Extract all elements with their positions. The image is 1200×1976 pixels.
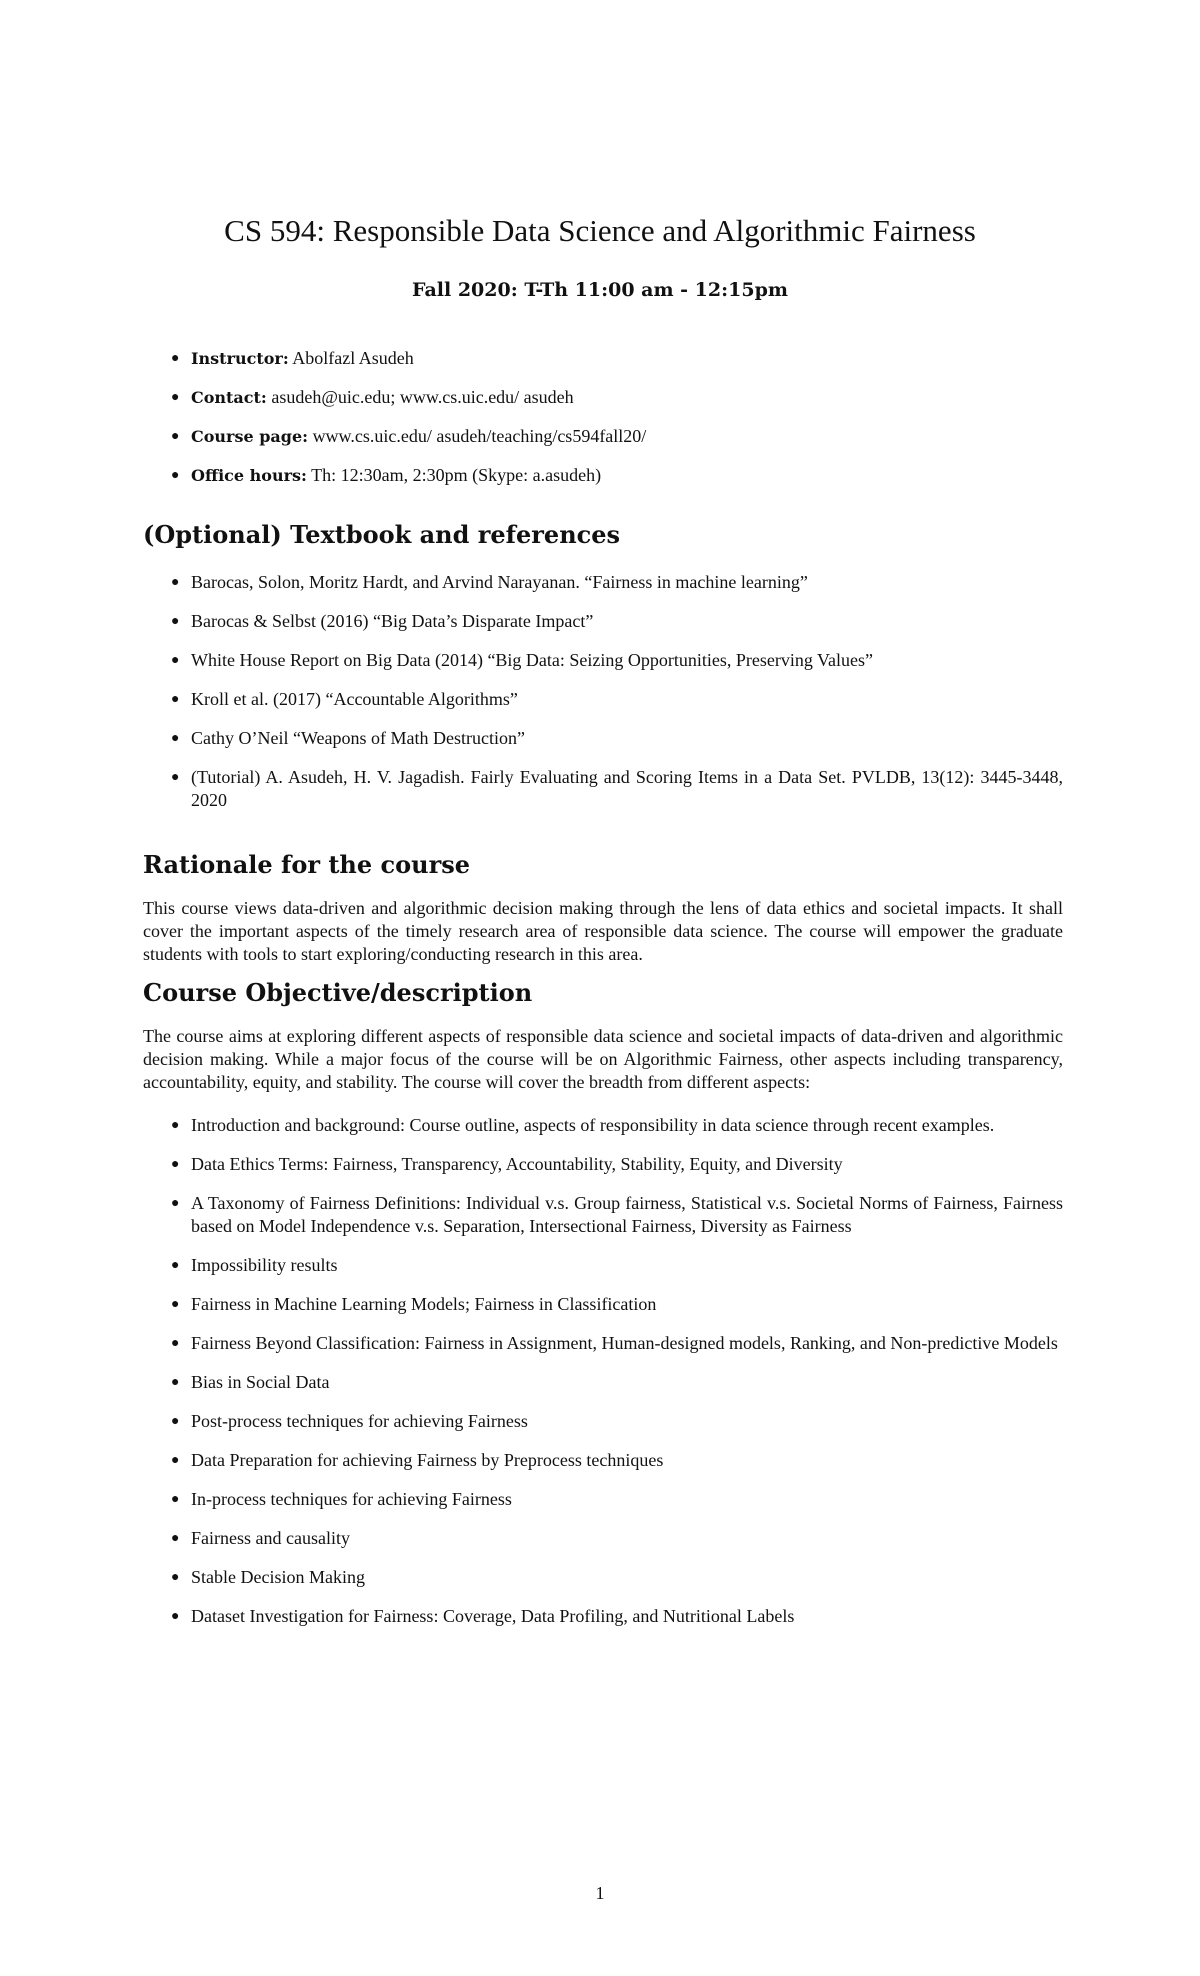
list-item xyxy=(143,649,1063,672)
info-value: asudeh@uic.edu; www.cs.uic.edu/ asudeh xyxy=(271,387,574,407)
info-contact xyxy=(143,386,1063,409)
bullet-icon: ● xyxy=(171,1375,180,1390)
info-course-page xyxy=(143,425,1063,448)
textbook-section xyxy=(143,520,1063,812)
list-item xyxy=(143,1153,1063,1176)
info-instructor xyxy=(143,347,1063,370)
list-item-text: Data Ethics Terms: Fairness, Transparency, Accountability, Stability, Equity, and Diversity xyxy=(191,1154,843,1174)
list-item xyxy=(143,766,1063,812)
bullet-icon: ● xyxy=(171,1453,180,1468)
course-info xyxy=(143,347,1063,487)
list-item xyxy=(143,1293,1063,1316)
page-number: 1 xyxy=(595,1883,605,1903)
list-item-text: In-process techniques for achieving Fairness xyxy=(191,1489,512,1509)
objective-section xyxy=(143,978,1063,1628)
list-item-text: Fairness Beyond Classification: Fairness in Assignment, Human-designed models, Ranking, and Non-predictive Models xyxy=(191,1333,1058,1353)
list-item-text: Dataset Investigation for Fairness: Coverage, Data Profiling, and Nutritional Labels xyxy=(191,1606,795,1626)
list-item xyxy=(143,1192,1063,1238)
info-value: www.cs.uic.edu/ asudeh/teaching/cs594fall20/ xyxy=(312,426,647,446)
list-item-text: Barocas & Selbst (2016) “Big Data’s Disparate Impact” xyxy=(191,611,594,631)
bullet-icon: ● xyxy=(171,1297,180,1312)
bullet-icon: ● xyxy=(171,1258,180,1273)
list-item-text: Stable Decision Making xyxy=(191,1567,365,1587)
bullet-icon: ● xyxy=(171,692,180,707)
list-item xyxy=(143,1605,1063,1628)
course-title: CS 594: Responsible Data Science and Algorithmic Fairness xyxy=(224,213,976,248)
section-heading: Rationale for the course xyxy=(143,850,470,879)
list-item xyxy=(143,1114,1063,1137)
bullet-icon: ● xyxy=(171,1531,180,1546)
list-item xyxy=(143,1527,1063,1550)
bullet-icon: ● xyxy=(171,1118,180,1133)
bullet-icon: ● xyxy=(171,1336,180,1351)
list-item-text: Introduction and background: Course outline, aspects of responsibility in data science through recent examples. xyxy=(191,1115,995,1135)
rationale-text: This course views data-driven and algorithmic decision making through the lens of data ethics and societal impacts. It shall cover the important aspects of the timely research area of responsible data science. The course will empower the graduate students with tools to start exploring/conducting research in this area. xyxy=(143,898,1063,964)
bullet-icon: ● xyxy=(171,429,180,444)
list-item-text: Impossibility results xyxy=(191,1255,338,1275)
bullet-icon: ● xyxy=(171,1196,180,1211)
list-item xyxy=(143,610,1063,633)
list-item xyxy=(143,571,1063,594)
list-item-text: A Taxonomy of Fairness Definitions: Individual v.s. Group fairness, Statistical v.s. Societal Norms of Fairness, Fairness based on Model Independence v.s. Separation, Intersectional Fairness, Diversity as Fairness xyxy=(191,1193,1063,1236)
info-value: Th: 12:30am, 2:30pm (Skype: a.asudeh) xyxy=(311,465,602,485)
bullet-icon: ● xyxy=(171,1570,180,1585)
list-item-text: Post-process techniques for achieving Fairness xyxy=(191,1411,528,1431)
bullet-icon: ● xyxy=(171,770,180,785)
list-item-text: Cathy O’Neil “Weapons of Math Destruction” xyxy=(191,728,525,748)
info-label: Contact: xyxy=(191,388,267,407)
section-heading: (Optional) Textbook and references xyxy=(143,520,621,549)
list-item xyxy=(143,1488,1063,1511)
list-item xyxy=(143,727,1063,750)
info-office-hours xyxy=(143,464,1063,487)
list-item xyxy=(143,1332,1063,1355)
list-item xyxy=(143,1410,1063,1433)
list-item-text: Data Preparation for achieving Fairness by Preprocess techniques xyxy=(191,1450,664,1470)
bullet-icon: ● xyxy=(171,614,180,629)
list-item-text: Fairness and causality xyxy=(191,1528,350,1548)
list-item-text: Barocas, Solon, Moritz Hardt, and Arvind Narayanan. “Fairness in machine learning” xyxy=(191,572,808,592)
course-schedule: Fall 2020: T-Th 11:00 am - 12:15pm xyxy=(412,279,788,301)
list-item xyxy=(143,1254,1063,1277)
rationale-section xyxy=(143,850,1063,966)
list-item-text: Bias in Social Data xyxy=(191,1372,330,1392)
list-item-text: Kroll et al. (2017) “Accountable Algorithms” xyxy=(191,689,518,709)
list-item xyxy=(143,1566,1063,1589)
bullet-icon: ● xyxy=(171,390,180,405)
info-label: Office hours: xyxy=(191,466,307,485)
section-heading: Course Objective/description xyxy=(143,978,533,1007)
bullet-icon: ● xyxy=(171,1609,180,1624)
list-item xyxy=(143,1449,1063,1472)
bullet-icon: ● xyxy=(171,575,180,590)
info-value: Abolfazl Asudeh xyxy=(292,348,414,368)
info-label: Instructor: xyxy=(191,349,289,368)
bullet-icon: ● xyxy=(171,731,180,746)
bullet-icon: ● xyxy=(171,1414,180,1429)
list-item xyxy=(143,1371,1063,1394)
list-item xyxy=(143,688,1063,711)
info-label: Course page: xyxy=(191,427,309,446)
bullet-icon: ● xyxy=(171,351,180,366)
list-item-text: (Tutorial) A. Asudeh, H. V. Jagadish. Fairly Evaluating and Scoring Items in a Data Set. PVLDB, 13(12): 3445-3448, 2020 xyxy=(191,767,1063,810)
bullet-icon: ● xyxy=(171,1157,180,1172)
bullet-icon: ● xyxy=(171,653,180,668)
bullet-icon: ● xyxy=(171,1492,180,1507)
list-item-text: Fairness in Machine Learning Models; Fairness in Classification xyxy=(191,1294,657,1314)
list-item-text: White House Report on Big Data (2014) “Big Data: Seizing Opportunities, Preserving Values” xyxy=(191,650,874,670)
objective-text: The course aims at exploring different aspects of responsible data science and societal impacts of data-driven and algorithmic decision making. While a major focus of the course will be on Algorithmic Fairness, other aspects including transparency, accountability, equity, and stability. The course will cover the breadth from different aspects: xyxy=(143,1026,1063,1092)
bullet-icon: ● xyxy=(171,468,180,483)
